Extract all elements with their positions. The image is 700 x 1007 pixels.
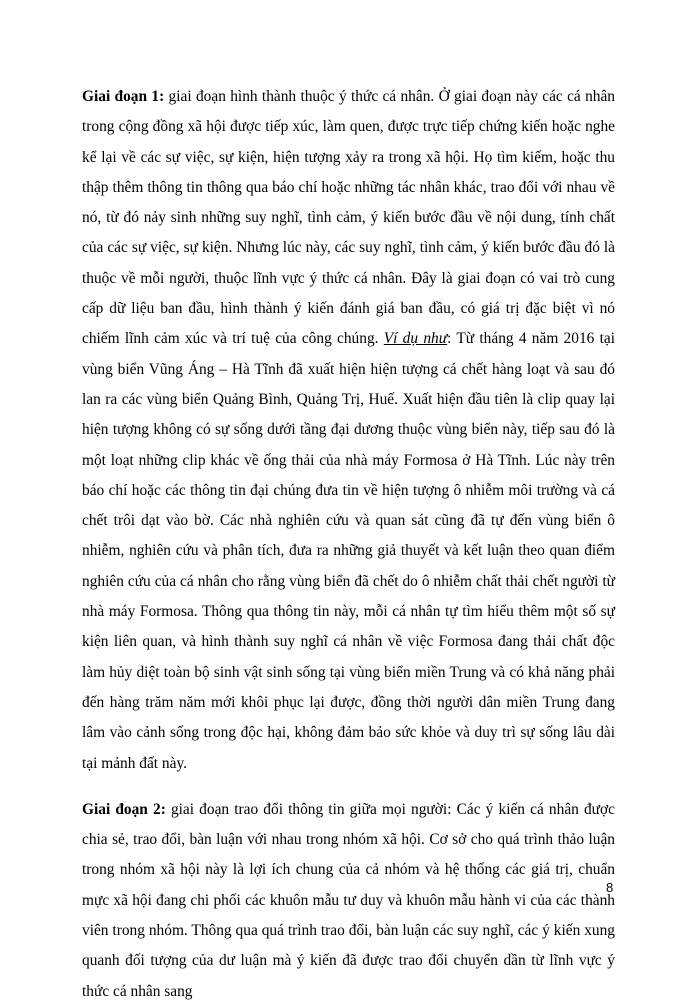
stage-1-text-intro: giai đoạn hình thành thuộc ý thức cá nhân. Ở giai đoạn này các cá nhân trong cộng đồng xã hội được tiếp xúc, làm quen, được trực tiếp chứng kiến hoặc nghe kể lại về các sự việc, sự kiện, hiện tượng xảy ra trong xã hội. Họ tìm kiếm, hoặc thu thập thêm thông tin thông qua báo chí hoặc những tác nhân khác, trao đổi với nhau về nó, từ đó nảy sinh những suy nghĩ, tình cảm, ý kiến bước đầu về nội dung, tính chất của các sự việc, sự kiện. Nhưng lúc này, các suy nghĩ, tình cảm, ý kiến bước đầu đó là thuộc về mỗi người, thuộc lĩnh vực ý thức cá nhân. Đây là giai đoạn có vai trò cung cấp dữ liệu ban đầu, hình thành ý kiến đánh giá ban đầu, có giá trị đặc biệt vì nó chiếm lĩnh cảm xúc và trí tuệ của công chúng. — [82, 88, 615, 348]
paragraph-stage-1 — [82, 82, 615, 779]
stage-1-heading: Giai đoạn 1: — [82, 88, 165, 105]
paragraph-stage-2 — [82, 795, 615, 1007]
example-label: Ví dụ như — [383, 330, 448, 348]
document-page — [82, 82, 615, 1007]
stage-1-text-example: : Từ tháng 4 năm 2016 tại vùng biển Vũng Áng – Hà Tĩnh đã xuất hiện hiện tượng cá chết hàng loạt và sau đó lan ra các vùng biển Quảng Bình, Quảng Trị, Huế. Xuất hiện đầu tiên là clip quay lại hiện tượng không có sự sống dưới tầng đại dương thuộc vùng biển này, tiếp sau đó là một loạt những clip khác về ống thải của nhà máy Formosa ở Hà Tĩnh. Lúc này trên báo chí hoặc các thông tin đại chúng đưa tin về hiện tượng ô nhiễm môi trường và cá chết trôi dạt vào bờ. Các nhà nghiên cứu và quan sát cũng đã tự đến vùng biển ô nhiễm, nghiên cứu và phân tích, đưa ra những giả thuyết và kết luận theo quan điểm nghiên cứu của cá nhân cho rằng vùng biển đã chết do ô nhiễm chất thải chết người từ nhà máy Formosa. Thông qua thông tin này, mỗi cá nhân tự tìm hiểu thêm một số sự kiện liên quan, và hình thành suy nghĩ cá nhân về việc Formosa đang thải chất độc làm hủy diệt toàn bộ sinh vật sinh sống tại vùng biển miền Trung và có khả năng phải đến hàng trăm năm mới khôi phục lại được, đồng thời người dân miền Trung đang lâm vào cảnh sống trong độc hại, không đảm bảo sức khỏe và duy trì sự sống lâu dài tại mảnh đất này. — [82, 330, 615, 772]
stage-2-text: giai đoạn trao đổi thông tin giữa mọi người: Các ý kiến cá nhân được chia sẻ, trao đổi, bàn luận với nhau trong nhóm xã hội. Cơ sở cho quá trình thảo luận trong nhóm xã hội này là lợi ích chung của cả nhóm và hệ thống các giá trị, chuẩn mực xã hội đang chi phối các khuôn mẫu tư duy và khuôn mẫu hành vi của các thành viên trong nhóm. Thông qua quá trình trao đổi, bàn luận các suy nghĩ, các ý kiến xung quanh đối tượng của dư luận mà ý kiến đã được trao đổi chuyển dần từ lĩnh vực ý thức cá nhân sang — [82, 800, 615, 1000]
page-number: 8 — [606, 880, 614, 895]
stage-2-heading: Giai đoạn 2: — [82, 800, 166, 818]
